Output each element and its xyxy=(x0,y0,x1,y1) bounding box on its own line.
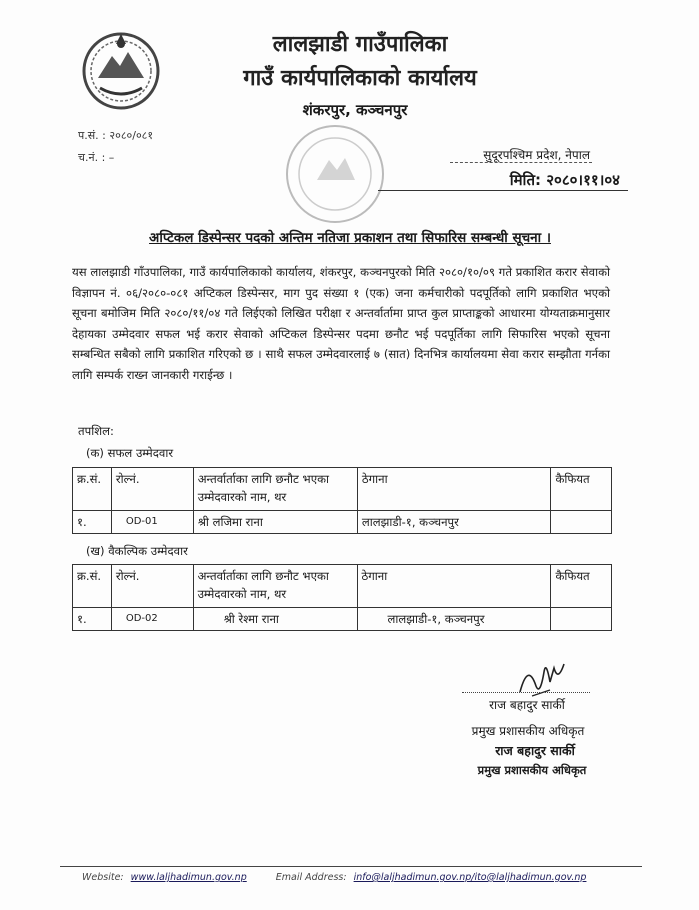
alternate-heading: (ख) वैकल्पिक उम्मेदवार xyxy=(86,544,188,558)
col-sn: क्र.सं. xyxy=(73,468,112,511)
col-address: ठेगाना xyxy=(357,468,551,511)
handwritten-signature-icon xyxy=(510,652,570,702)
successful-candidates-table xyxy=(72,467,612,534)
footer xyxy=(60,872,642,883)
cell-address: लालझाडी-१, कञ्चनपुर xyxy=(357,511,551,534)
org-name: लालझाडी गाउँपालिका xyxy=(272,32,448,57)
cell-remarks xyxy=(551,511,612,534)
email-label: Email Address: xyxy=(275,872,347,883)
province-name: सुदूरपश्चिम प्रदेश, नेपाल xyxy=(483,148,590,162)
footer-divider xyxy=(60,866,642,867)
col-roll: रोल्नं. xyxy=(111,468,193,511)
cell-sn: १. xyxy=(73,608,112,631)
website-label: Website: xyxy=(82,872,124,883)
reference-number: प.सं. : २०८०/०८१ xyxy=(78,129,154,142)
col-name: अन्तर्वार्ताका लागि छनौट भएका उम्मेदवारको नाम, थर xyxy=(193,468,357,511)
cell-sn: १. xyxy=(73,511,112,534)
alternate-candidates-table xyxy=(72,564,612,631)
col-remarks: कैफियत xyxy=(551,565,612,608)
office-seal-icon xyxy=(283,122,388,227)
successful-heading: (क) सफल उम्मेदवार xyxy=(86,446,174,460)
col-name: अन्तर्वार्ताका लागि छनौट भएका उम्मेदवारको नाम, थर xyxy=(193,565,357,608)
signatory-name: राज बहादुर सार्की xyxy=(489,698,565,712)
stamp-post: प्रमुख प्रशासकीय अधिकृत xyxy=(477,763,587,777)
col-address: ठेगाना xyxy=(357,565,551,608)
website-link[interactable]: www.laljhadimun.gov.np xyxy=(130,872,247,883)
details-label: तपशिल: xyxy=(78,424,114,438)
date-divider xyxy=(378,190,628,191)
dispatch-number: च.नं. : – xyxy=(78,151,115,164)
table-header-row xyxy=(73,565,612,608)
table-row xyxy=(73,511,612,534)
cell-roll: OD-01 xyxy=(111,511,193,534)
stamp-name: राज बहादुर सार्की xyxy=(495,743,575,758)
office-name: गाउँ कार्यपालिकाको कार्यालय xyxy=(243,66,477,91)
cell-name: श्री रेश्मा राना xyxy=(193,608,357,631)
office-address: शंकरपुर, कञ्चनपुर xyxy=(302,101,408,119)
col-remarks: कैफियत xyxy=(551,468,612,511)
col-sn: क्र.सं. xyxy=(73,565,112,608)
table-row xyxy=(73,608,612,631)
nepal-emblem-icon xyxy=(78,26,164,112)
province-underline xyxy=(450,162,592,163)
notice-date: मिति: २०८०।११।०४ xyxy=(509,171,620,189)
notice-body: यस लालझाडी गाँउपालिका, गाउँ कार्यपालिकाको कार्यालय, शंकरपुर, कञ्चनपुरको मिति २०८०/१०/०९ गते प्रकाशित करार सेवाको विज्ञापन नं. ०६/२०८०-०८१ अप्टिकल डिस्पेन्सर, माग पुद संख्या १ (एक) जना कर्मचारीको पदपूर्तिको लागि प्रकाशित भएको सूचना बमोजिम मिति २०८०/११/०४ गते लिईएको लिखित परीक्षा र अन्तर्वार्तामा प्राप्त कुल प्राप्ताङ्कको आधारमा योग्यताक्रमानुसार देहायका उम्मेदवार सफल भई करार सेवाको अप्टिकल डिस्पेन्सर पदमा छनौट भई पदपूर्तिका लागि सिफारिस भएको सूचना सम्बन्धित सबैको लागि प्रकाशित गरिएको छ । साथै सफल उम्मेदवारलाई ७ (सात) दिनभित्र कार्यालयमा सेवा करार सम्झौता गर्नका लागि सम्पर्क राख्न जानकारी गराईन्छ । xyxy=(72,265,610,382)
cell-name: श्री लजिमा राना xyxy=(193,511,357,534)
table-header-row xyxy=(73,468,612,511)
notice-subject: अप्टिकल डिस्पेन्सर पदको अन्तिम नतिजा प्रकाशन तथा सिफारिस सम्बन्धी सूचना । xyxy=(149,230,551,246)
signatory-post: प्रमुख प्रशासकीय अधिकृत xyxy=(471,724,585,738)
cell-roll: OD-02 xyxy=(111,608,193,631)
col-roll: रोल्नं. xyxy=(111,565,193,608)
signature-line xyxy=(462,692,590,693)
cell-remarks xyxy=(551,608,612,631)
email-link[interactable]: info@laljhadimun.gov.np/ito@laljhadimun.gov.np xyxy=(353,872,587,883)
cell-address: लालझाडी-१, कञ्चनपुर xyxy=(357,608,551,631)
